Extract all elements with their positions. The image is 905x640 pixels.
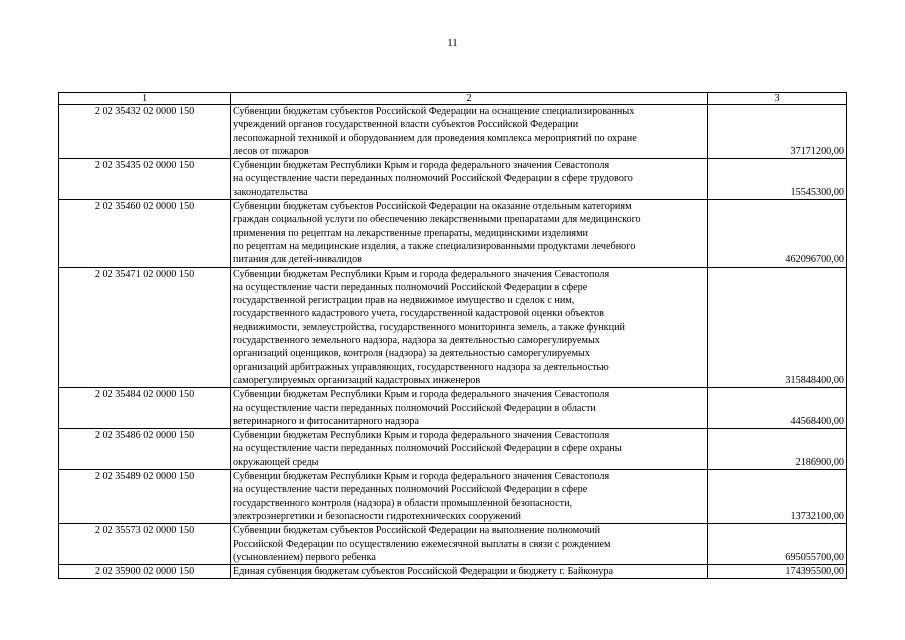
budget-amount: 315848400,00	[708, 267, 847, 388]
table-row	[59, 105, 847, 159]
page-number: 11	[447, 37, 458, 49]
budget-amount: 13732100,00	[708, 470, 847, 524]
budget-code: 2 02 35460 02 0000 150	[59, 200, 231, 267]
budget-amount: 462096700,00	[708, 200, 847, 267]
budget-amount: 37171200,00	[708, 105, 847, 159]
table-row	[59, 388, 847, 429]
column-header-2: 2	[231, 93, 708, 105]
budget-description: Единая субвенция бюджетам субъектов Российской Федерации и бюджету г. Байконура	[231, 565, 708, 579]
budget-code: 2 02 35486 02 0000 150	[59, 429, 231, 470]
table-row	[59, 429, 847, 470]
table-row	[59, 470, 847, 524]
column-header-3: 3	[708, 93, 847, 105]
budget-description: Субвенции бюджетам Республики Крым и города федерального значения Севастополя на осуществление части переданных полномочий Российской Федерации в области ветеринарного и фитосанитарного надзора	[231, 388, 708, 429]
budget-amount: 15545300,00	[708, 159, 847, 200]
table-row	[59, 565, 847, 579]
budget-amount: 44568400,00	[708, 388, 847, 429]
table-row	[59, 159, 847, 200]
budget-description: Субвенции бюджетам Республики Крым и города федерального значения Севастополя на осуществление части переданных полномочий Российской Федерации в сфере государственной регистрации прав на недвижимое имущество и сделок с ним, государственного кадастрового учета, государственной кадастровой оценки объектов недвижимости, землеустройства, государственного мониторинга земель, а также функций государственного земельного надзора, надзора за деятельностью саморегулируемых организаций оценщиков, контроля (надзора) за деятельностью саморегулируемых организаций арбитражных управляющих, государственного надзора за деятельностью саморегулируемых организаций кадастровых инженеров	[231, 267, 708, 388]
header-row	[59, 93, 847, 105]
budget-description: Субвенции бюджетам Республики Крым и города федерального значения Севастополя на осуществление части переданных полномочий Российской Федерации в сфере охраны окружающей среды	[231, 429, 708, 470]
budget-description: Субвенции бюджетам Республики Крым и города федерального значения Севастополя на осуществление части переданных полномочий Российской Федерации в сфере трудового законодательства	[231, 159, 708, 200]
table-row	[59, 267, 847, 388]
budget-code: 2 02 35573 02 0000 150	[59, 524, 231, 565]
budget-amount: 2186900,00	[708, 429, 847, 470]
table-row	[59, 524, 847, 565]
budget-table	[58, 92, 847, 579]
budget-amount: 695055700,00	[708, 524, 847, 565]
column-header-1: 1	[59, 93, 231, 105]
budget-code: 2 02 35900 02 0000 150	[59, 565, 231, 579]
budget-amount: 174395500,00	[708, 565, 847, 579]
budget-description: Субвенции бюджетам субъектов Российской Федерации на оказание отдельным категориям граждан социальной услуги по обеспечению лекарственными препаратами для медицинского применения по рецептам на лекарственные препараты, медицинскими изделиями по рецептам на медицинские изделия, а также специализированными продуктами лечебного питания для детей-инвалидов	[231, 200, 708, 267]
budget-code: 2 02 35432 02 0000 150	[59, 105, 231, 159]
budget-description: Субвенции бюджетам субъектов Российской Федерации на выполнение полномочий Российской Федерации по осуществлению ежемесячной выплаты в связи с рождением (усыновлением) первого ребенка	[231, 524, 708, 565]
table-row	[59, 200, 847, 267]
budget-description: Субвенции бюджетам Республики Крым и города федерального значения Севастополя на осуществление части переданных полномочий Российской Федерации в сфере государственного контроля (надзора) в области промышленной безопасности, электроэнергетики и безопасности гидротехнических сооружений	[231, 470, 708, 524]
budget-code: 2 02 35471 02 0000 150	[59, 267, 231, 388]
budget-code: 2 02 35489 02 0000 150	[59, 470, 231, 524]
budget-code: 2 02 35484 02 0000 150	[59, 388, 231, 429]
budget-description: Субвенции бюджетам субъектов Российской Федерации на оснащение специализированных учреждений органов государственной власти субъектов Российской Федерации лесопожарной техникой и оборудованием для проведения комплекса мероприятий по охране лесов от пожаров	[231, 105, 708, 159]
budget-code: 2 02 35435 02 0000 150	[59, 159, 231, 200]
